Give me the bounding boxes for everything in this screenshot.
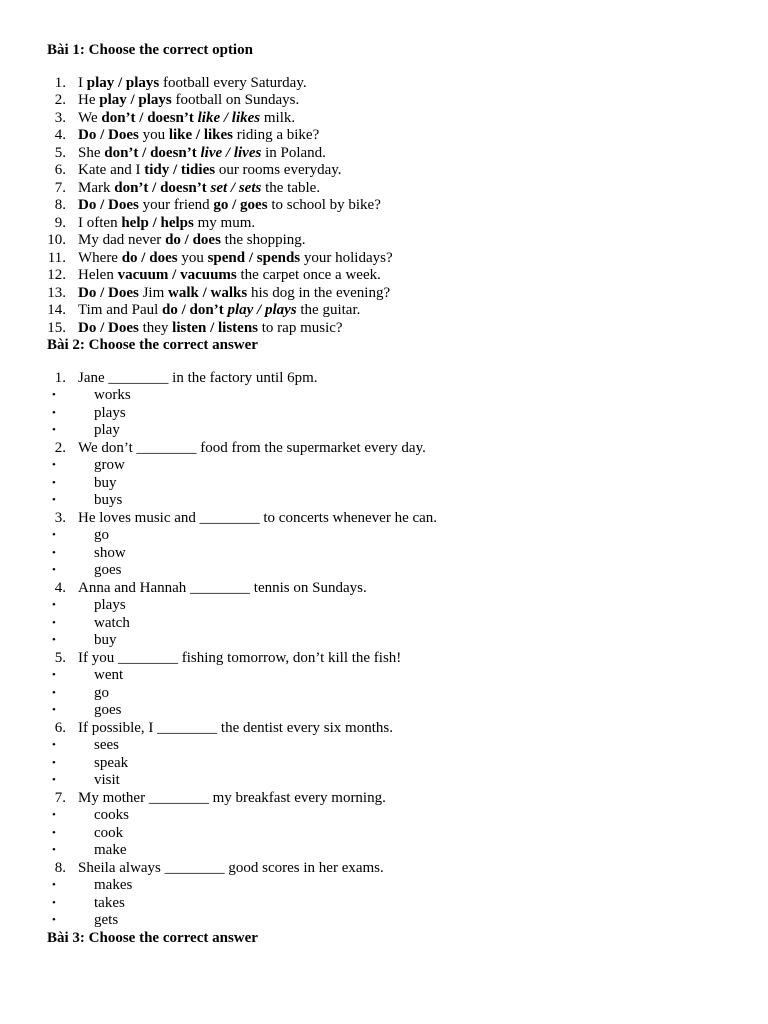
item-number: 6. bbox=[54, 162, 66, 178]
option-item bbox=[47, 667, 768, 685]
option-item bbox=[47, 597, 768, 615]
answer-choice: walk / walks bbox=[168, 284, 248, 301]
list-item bbox=[47, 320, 768, 338]
question-text: My mother ________ my breakfast every morning. bbox=[78, 789, 386, 806]
list-item bbox=[47, 215, 768, 233]
option-text: visit bbox=[94, 772, 120, 788]
item-text bbox=[78, 197, 381, 215]
option-item bbox=[47, 387, 768, 405]
item-number: 4. bbox=[54, 127, 66, 143]
bullet-icon: • bbox=[52, 459, 56, 471]
item-number: 15. bbox=[47, 319, 66, 336]
question-item bbox=[47, 510, 768, 528]
option-item bbox=[47, 615, 768, 633]
item-text bbox=[78, 285, 390, 303]
item-number: 12. bbox=[47, 267, 66, 283]
item-number: 3. bbox=[54, 109, 66, 126]
item-text bbox=[78, 215, 255, 233]
option-text: sees bbox=[94, 737, 119, 753]
item-number: 8. bbox=[54, 197, 66, 213]
question-text: He loves music and ________ to concerts whenever he can. bbox=[78, 509, 438, 526]
option-text: make bbox=[94, 842, 127, 858]
text-segment: you bbox=[177, 249, 208, 266]
question-number: 7. bbox=[54, 789, 66, 806]
item-text bbox=[78, 75, 307, 93]
bullet-icon: • bbox=[52, 564, 56, 576]
option-text: speak bbox=[94, 754, 129, 771]
option-item bbox=[47, 737, 768, 755]
question-text: Sheila always ________ good scores in her exams. bbox=[78, 859, 384, 876]
option-item bbox=[47, 895, 768, 913]
bullet-icon: • bbox=[52, 669, 56, 681]
option-item bbox=[47, 702, 768, 720]
answer-choice: play / plays bbox=[227, 302, 297, 318]
list-item bbox=[47, 285, 768, 303]
bullet-icon: • bbox=[52, 599, 56, 611]
item-text bbox=[78, 232, 306, 250]
option-text: goes bbox=[94, 562, 122, 578]
question-item bbox=[47, 580, 768, 598]
list-item bbox=[47, 267, 768, 285]
exercise-2-title: Bài 2: Choose the correct answer bbox=[47, 337, 258, 353]
option-item bbox=[47, 755, 768, 773]
answer-choice: live / lives bbox=[200, 144, 262, 161]
bullet-icon: • bbox=[52, 844, 56, 856]
answer-choice: listen / listens bbox=[172, 319, 258, 336]
answer-choice: Do / Does bbox=[78, 319, 139, 336]
option-item bbox=[47, 405, 768, 423]
option-text: buys bbox=[94, 492, 123, 508]
option-text: takes bbox=[94, 894, 125, 911]
bullet-icon: • bbox=[52, 529, 56, 541]
list-item bbox=[47, 232, 768, 250]
option-text: went bbox=[94, 667, 124, 683]
option-item bbox=[47, 545, 768, 563]
answer-choice: Do / Does bbox=[78, 284, 139, 301]
answer-choice: vacuum / vacuums bbox=[117, 267, 237, 283]
list-item bbox=[47, 92, 768, 110]
text-segment: Helen bbox=[78, 267, 118, 283]
answer-choice: help / helps bbox=[121, 214, 194, 231]
exercise-3 bbox=[47, 930, 768, 948]
text-segment: they bbox=[138, 319, 173, 336]
item-number: 13. bbox=[47, 284, 66, 301]
item-text bbox=[78, 267, 381, 285]
question-text: If you ________ fishing tomorrow, don’t kill the fish! bbox=[78, 649, 402, 666]
option-item bbox=[47, 877, 768, 895]
text-segment: the carpet once a week. bbox=[236, 267, 381, 283]
text-segment: My dad never bbox=[78, 232, 166, 248]
text-segment: the shopping. bbox=[220, 232, 306, 248]
bullet-icon: • bbox=[52, 896, 56, 909]
bullet-icon: • bbox=[52, 774, 56, 786]
answer-choice: don’t / doesn’t bbox=[114, 179, 211, 196]
text-segment: Mark bbox=[78, 179, 115, 196]
bullet-icon: • bbox=[52, 424, 56, 436]
bullet-icon: • bbox=[52, 634, 56, 646]
option-item bbox=[47, 807, 768, 825]
text-segment: our rooms everyday. bbox=[215, 162, 342, 178]
question-item bbox=[47, 440, 768, 458]
bullet-icon: • bbox=[52, 616, 56, 629]
question-item bbox=[47, 790, 768, 808]
bullet-icon: • bbox=[52, 389, 56, 401]
item-text bbox=[78, 180, 320, 198]
list-item bbox=[47, 302, 768, 320]
option-text: cooks bbox=[94, 807, 129, 823]
text-segment: his dog in the evening? bbox=[247, 284, 391, 301]
question-item bbox=[47, 720, 768, 738]
exercise-1-list bbox=[47, 75, 768, 338]
answer-choice: tidy / tidies bbox=[144, 162, 216, 178]
option-item bbox=[47, 457, 768, 475]
option-item bbox=[47, 632, 768, 650]
text-segment: We bbox=[78, 109, 102, 126]
item-text bbox=[78, 320, 343, 338]
option-item bbox=[47, 842, 768, 860]
list-item bbox=[47, 145, 768, 163]
text-segment: Where bbox=[78, 249, 122, 266]
bullet-icon: • bbox=[52, 686, 56, 699]
answer-choice: don’t / doesn’t bbox=[104, 144, 201, 161]
text-segment: you bbox=[138, 127, 169, 143]
option-text: show bbox=[94, 544, 126, 561]
bullet-icon: • bbox=[52, 704, 56, 716]
item-text bbox=[78, 302, 360, 320]
option-text: plays bbox=[94, 597, 126, 613]
option-item bbox=[47, 772, 768, 790]
option-item bbox=[47, 825, 768, 843]
text-segment: your holidays? bbox=[300, 249, 393, 266]
question-number: 5. bbox=[54, 649, 66, 666]
option-text: goes bbox=[94, 702, 122, 718]
question-text: We don’t ________ food from the supermarket every day. bbox=[78, 439, 426, 456]
list-item bbox=[47, 75, 768, 93]
text-segment: She bbox=[78, 144, 105, 161]
list-item bbox=[47, 162, 768, 180]
item-number: 2. bbox=[54, 92, 66, 108]
text-segment: He bbox=[78, 92, 100, 108]
item-number: 1. bbox=[54, 74, 66, 91]
item-text bbox=[78, 250, 393, 268]
answer-choice: like / likes bbox=[197, 109, 261, 126]
text-segment: I often bbox=[78, 214, 122, 231]
option-text: plays bbox=[94, 404, 126, 421]
text-segment: to rap music? bbox=[258, 319, 343, 336]
bullet-icon: • bbox=[52, 494, 56, 506]
text-segment: the guitar. bbox=[296, 302, 361, 318]
list-item bbox=[47, 180, 768, 198]
text-segment: in Poland. bbox=[261, 144, 326, 161]
bullet-icon: • bbox=[52, 546, 56, 559]
bullet-icon: • bbox=[52, 406, 56, 419]
option-text: works bbox=[94, 387, 131, 403]
answer-choice: do / don’t bbox=[162, 302, 228, 318]
item-number: 10. bbox=[47, 232, 66, 248]
text-segment: to school by bike? bbox=[267, 197, 381, 213]
item-number: 14. bbox=[47, 302, 66, 318]
text-segment: Jim bbox=[138, 284, 169, 301]
text-segment: football on Sundays. bbox=[171, 92, 300, 108]
exercise-1-title: Bài 1: Choose the correct option bbox=[47, 42, 253, 58]
answer-choice: Do / Does bbox=[78, 127, 139, 143]
exercise-1 bbox=[47, 42, 768, 337]
question-text: If possible, I ________ the dentist every six months. bbox=[78, 719, 393, 736]
answer-choice: Do / Does bbox=[78, 197, 139, 213]
option-text: go bbox=[94, 684, 109, 701]
text-segment: Tim and Paul bbox=[78, 302, 163, 318]
item-text bbox=[78, 110, 295, 128]
exercise-2 bbox=[47, 337, 768, 930]
list-item bbox=[47, 250, 768, 268]
question-text: Jane ________ in the factory until 6pm. bbox=[78, 369, 318, 386]
option-text: play bbox=[94, 422, 120, 438]
option-text: cook bbox=[94, 824, 124, 841]
item-number: 11. bbox=[47, 249, 66, 266]
option-text: buy bbox=[94, 474, 117, 491]
bullet-icon: • bbox=[52, 476, 56, 489]
option-item bbox=[47, 527, 768, 545]
answer-choice: do / does bbox=[165, 232, 221, 248]
question-number: 2. bbox=[54, 439, 66, 456]
list-item bbox=[47, 127, 768, 145]
option-item bbox=[47, 562, 768, 580]
text-segment: riding a bike? bbox=[233, 127, 320, 143]
text-segment: Kate and I bbox=[78, 162, 145, 178]
item-text bbox=[78, 127, 319, 145]
answer-choice: play / plays bbox=[86, 74, 160, 91]
question-item bbox=[47, 370, 768, 388]
text-segment: the table. bbox=[261, 179, 321, 196]
question-number: 8. bbox=[54, 859, 66, 876]
bullet-icon: • bbox=[52, 826, 56, 839]
item-text bbox=[78, 145, 326, 163]
bullet-icon: • bbox=[52, 879, 56, 891]
answer-choice: spend / spends bbox=[207, 249, 301, 266]
item-text bbox=[78, 162, 342, 180]
bullet-icon: • bbox=[52, 739, 56, 751]
question-number: 1. bbox=[54, 369, 66, 386]
question-number: 4. bbox=[54, 579, 66, 596]
option-item bbox=[47, 912, 768, 930]
option-text: grow bbox=[94, 457, 125, 473]
bullet-icon: • bbox=[52, 756, 56, 769]
question-text: Anna and Hannah ________ tennis on Sundays. bbox=[78, 579, 367, 596]
item-number: 7. bbox=[54, 179, 66, 196]
option-item bbox=[47, 422, 768, 440]
answer-choice: play / plays bbox=[99, 92, 172, 108]
item-text bbox=[78, 92, 299, 110]
item-number: 5. bbox=[54, 144, 66, 161]
question-number: 6. bbox=[54, 719, 66, 736]
text-segment: football every Saturday. bbox=[159, 74, 307, 91]
option-text: buy bbox=[94, 632, 117, 648]
text-segment: your friend bbox=[138, 197, 214, 213]
answer-choice: don’t / doesn’t bbox=[101, 109, 198, 126]
option-item bbox=[47, 475, 768, 493]
answer-choice: set / sets bbox=[210, 179, 262, 196]
option-text: watch bbox=[94, 614, 130, 631]
option-text: gets bbox=[94, 912, 119, 928]
question-number: 3. bbox=[54, 509, 66, 526]
option-text: go bbox=[94, 527, 109, 543]
item-number: 9. bbox=[54, 214, 66, 231]
exercise-2-list bbox=[47, 370, 768, 930]
bullet-icon: • bbox=[52, 914, 56, 926]
text-segment: I bbox=[78, 74, 87, 91]
text-segment: my mum. bbox=[193, 214, 256, 231]
text-segment: milk. bbox=[260, 109, 296, 126]
bullet-icon: • bbox=[52, 809, 56, 821]
question-item bbox=[47, 860, 768, 878]
answer-choice: do / does bbox=[121, 249, 178, 266]
exercise-3-title: Bài 3: Choose the correct answer bbox=[47, 929, 258, 946]
answer-choice: like / likes bbox=[168, 127, 234, 143]
list-item bbox=[47, 110, 768, 128]
option-text: makes bbox=[94, 877, 133, 893]
option-item bbox=[47, 492, 768, 510]
option-item bbox=[47, 685, 768, 703]
answer-choice: go / goes bbox=[213, 197, 268, 213]
question-item bbox=[47, 650, 768, 668]
list-item bbox=[47, 197, 768, 215]
